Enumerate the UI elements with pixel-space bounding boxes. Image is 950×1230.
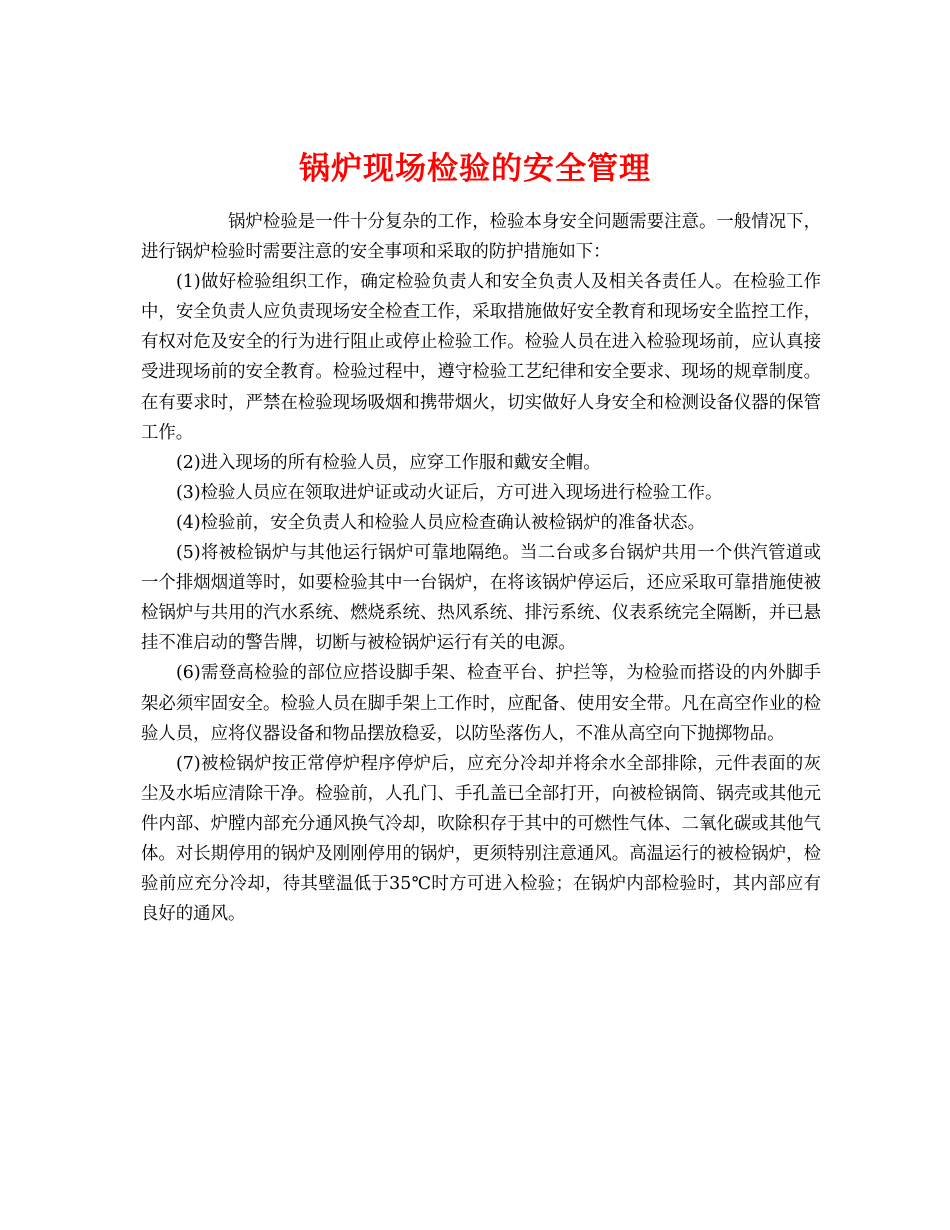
item-paragraph-2: (2)进入现场的所有检验人员，应穿工作服和戴安全帽。 bbox=[176, 452, 601, 473]
item-paragraph-1: (1)做好检验组织工作，确定检验负责人和安全负责人及相关各责任人。在检验工作中，安全负责人应负责现场安全检查工作，采取措施做好安全教育和现场安全监控工作，有权对危及安全的行为进行阻止或停止检验工作。检验人员在进入检验现场前，应认真接受进现场前的安全教育。检验过程中，遵守检验工艺纪律和安全要求、现场的规章制度。在有要求时，严禁在检验现场吸烟和携带烟火，切实做好人身安全和检测设备仪器的保管工作。 bbox=[141, 272, 821, 443]
item-paragraph-5: (5)将被检锅炉与其他运行锅炉可靠地隔绝。当二台或多台锅炉共用一个供汽管道或一个排烟烟道等时，如要检验其中一台锅炉，在将该锅炉停运后，还应采取可靠措施使被检锅炉与共用的汽水系统、燃烧系统、热风系统、排污系统、仪表系统完全隔断，并已悬挂不准启动的警告牌，切断与被检锅炉运行有关的电源。 bbox=[141, 543, 821, 654]
document-body bbox=[141, 207, 821, 929]
intro-paragraph: 锅炉检验是一件十分复杂的工作，检验本身安全问题需要注意。一般情况下，进行锅炉检验时需要注意的安全事项和采取的防护措施如下： bbox=[141, 212, 821, 263]
item-paragraph-4: (4)检验前，安全负责人和检验人员应检查确认被检锅炉的准备状态。 bbox=[176, 512, 705, 533]
item-paragraph-3: (3)检验人员应在领取进炉证或动火证后，方可进入现场进行检验工作。 bbox=[176, 482, 723, 503]
item-paragraph-6: (6)需登高检验的部位应搭设脚手架、检查平台、护拦等，为检验而搭设的内外脚手架必须牢固安全。检验人员在脚手架上工作时，应配备、使用安全带。凡在高空作业的检验人员，应将仪器设备和物品摆放稳妥，以防坠落伤人，不准从高空向下抛掷物品。 bbox=[141, 663, 821, 744]
item-paragraph-7: (7)被检锅炉按正常停炉程序停炉后，应充分冷却并将余水全部排除，元件表面的灰尘及水垢应清除干净。检验前，人孔门、手孔盖已全部打开，向被检锅筒、锅壳或其他元件内部、炉膛内部充分通风换气冷却，吹除积存于其中的可燃性气体、二氧化碳或其他气体。对长期停用的锅炉及刚刚停用的锅炉，更须特别注意通风。高温运行的被检锅炉，检验前应充分冷却，待其壁温低于35℃时方可进入检验；在锅炉内部检验时，其内部应有良好的通风。 bbox=[141, 753, 821, 925]
document-title: 锅炉现场检验的安全管理 bbox=[299, 150, 651, 187]
